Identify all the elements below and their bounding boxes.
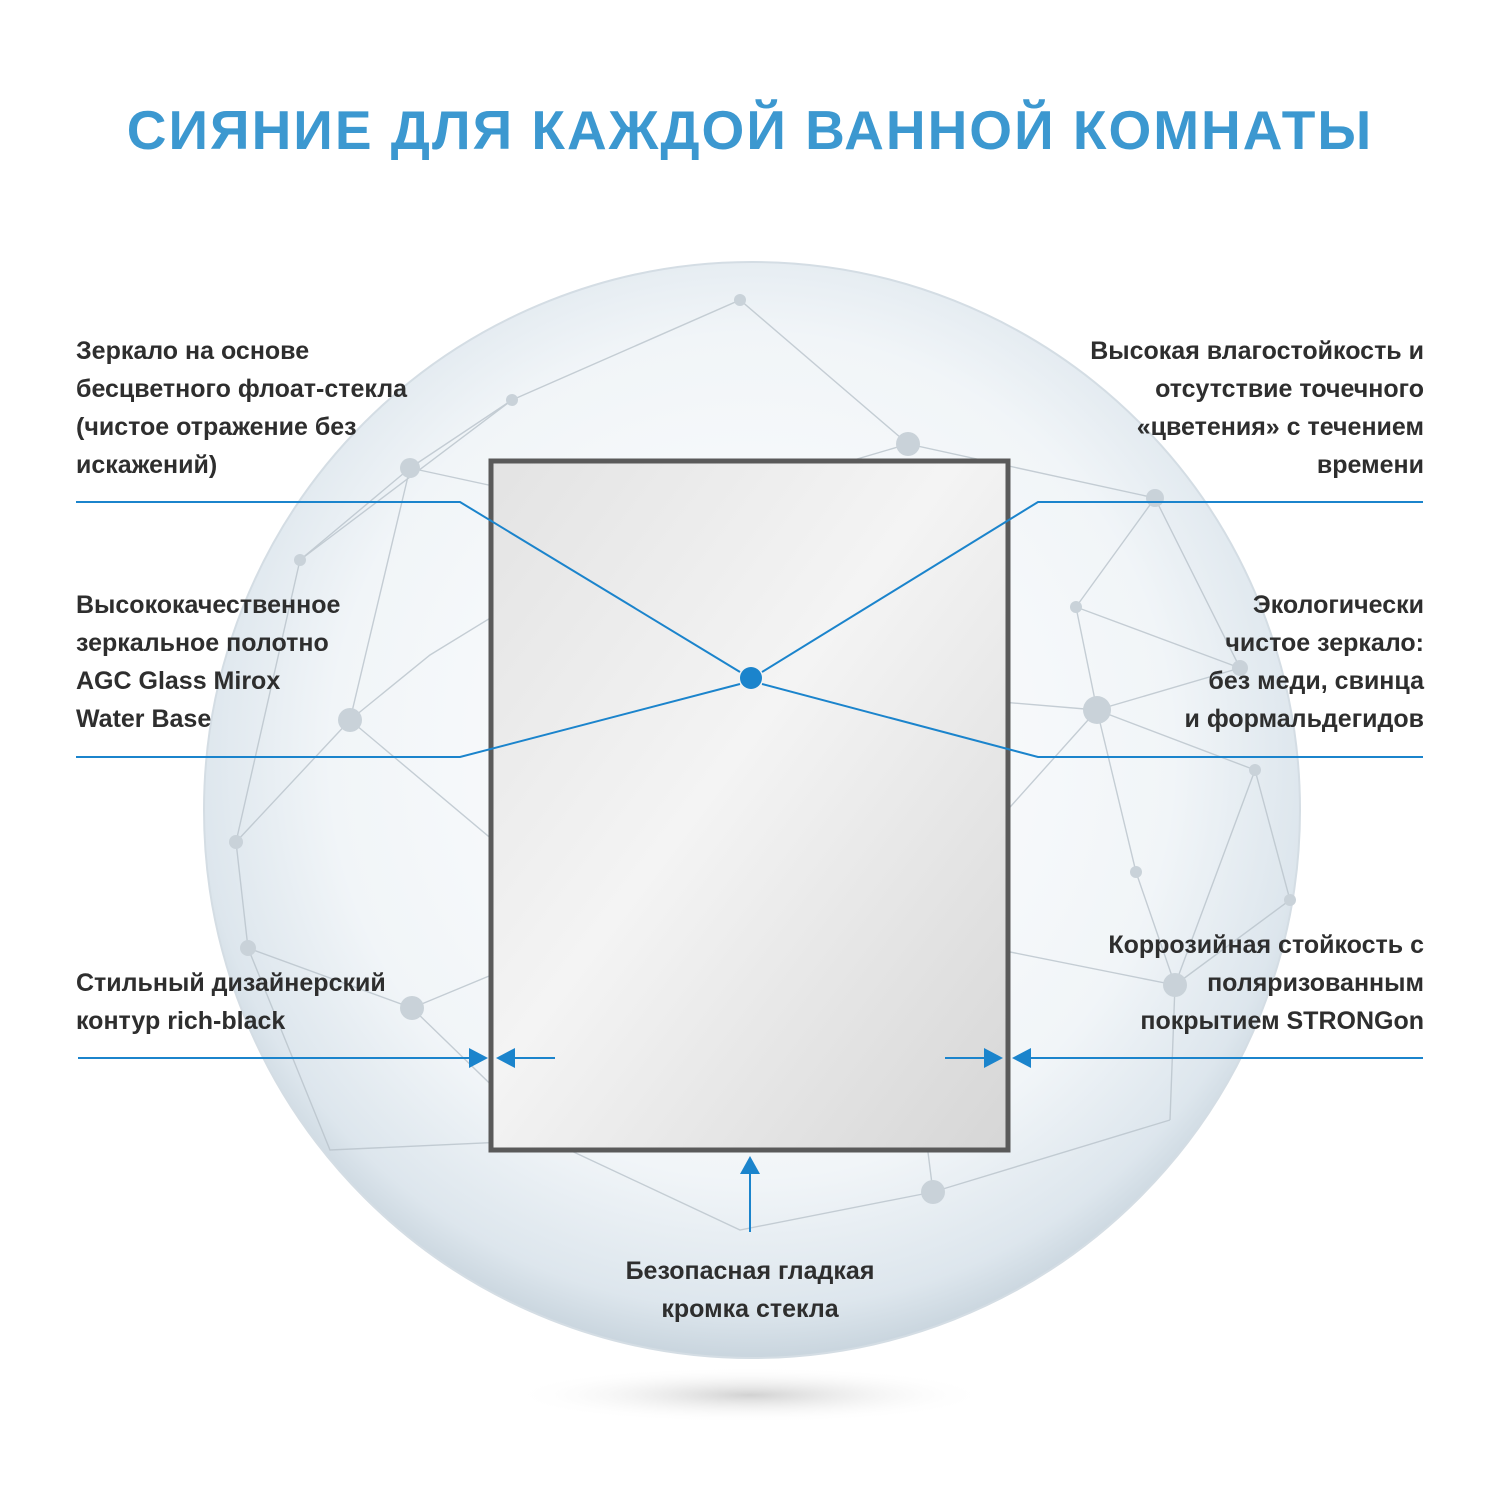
feature-moisture-resistance: Высокая влагостойкость и отсутствие точечного «цветения» с течением времени [1090,337,1424,479]
feature-corrosion-resistance: Коррозийная стойкость с поляризованным покрытием STRONGon [1108,931,1424,1035]
center-dot [740,667,762,689]
feature-eco-mirror: Экологически чистое зеркало: без меди, свинца и формальдегидов [1184,591,1424,733]
mirror [491,461,1008,1150]
page-title: СИЯНИЕ ДЛЯ КАЖДОЙ ВАННОЙ КОМНАТЫ [126,99,1374,161]
sphere-shadow [510,1367,990,1423]
feature-safe-edge: Безопасная гладкая кромка стекла [625,1257,875,1323]
feature-agc-glass: Высококачественное зеркальное полотно AGC Glass Mirox Water Base [76,591,341,733]
feature-float-glass: Зеркало на основе бесцветного флоат-стекла (чистое отражение без искажений) [76,337,408,479]
feature-rich-black-contour: Стильный дизайнерский контур rich-black [76,969,386,1035]
